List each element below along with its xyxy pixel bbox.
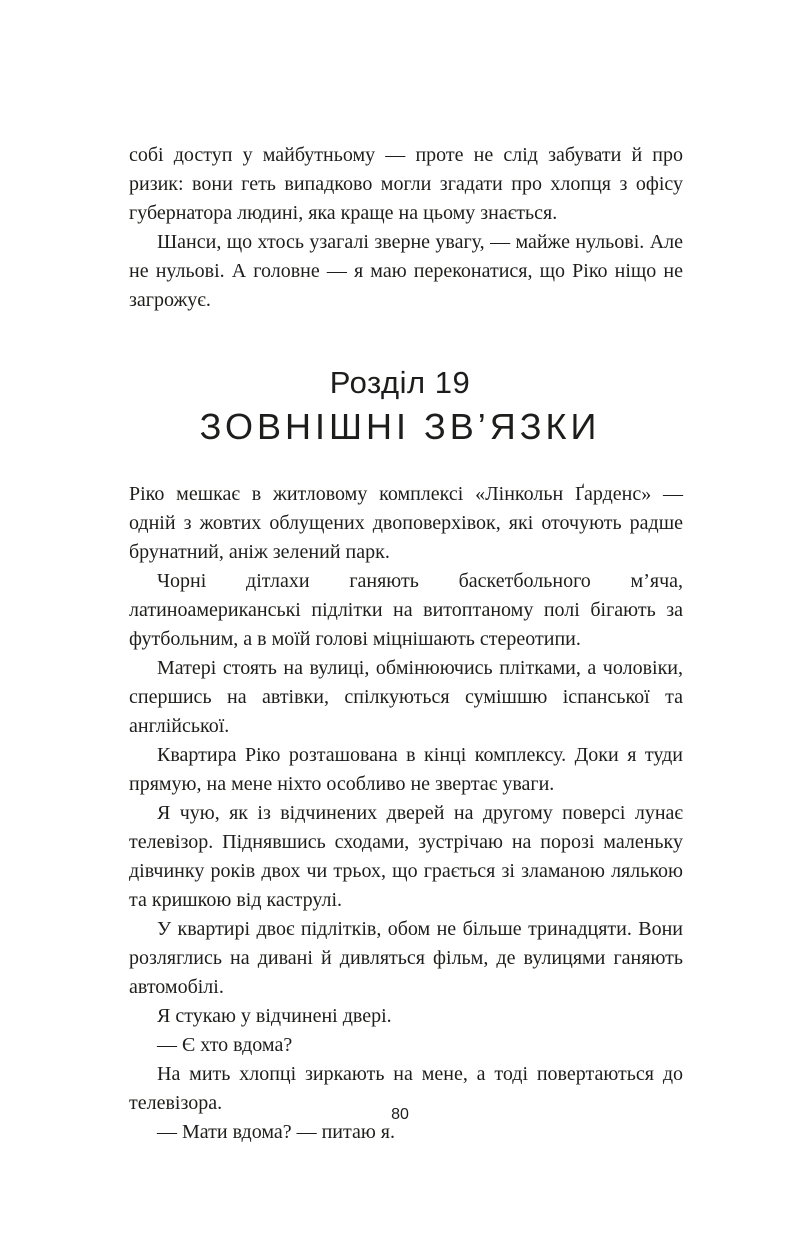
paragraph: У квартирі двоє підлітків, обом не більше тринадцяти. Вони розляглись на дивані й дивляться фільм, де вулицями ганяють автомобілі. bbox=[129, 918, 683, 998]
chapter-number: Розділ 19 bbox=[329, 365, 471, 400]
paragraph: Ріко мешкає в житловому комплексі «Лінкольн Ґарденс» — одній з жовтих облущених двоповерхівок, які оточують радше брунатний, аніж зелений парк. bbox=[129, 483, 683, 563]
paragraph: Я чую, як із відчинених дверей на другому поверсі лунає телевізор. Піднявшись сходами, зустрічаю на порозі маленьку дівчинку років двох чи трьох, що грається зі зламаною лялькою та кришкою від каструлі. bbox=[129, 802, 683, 911]
paragraph: На мить хлопці зиркають на мене, а тоді повертаються до телевізора. bbox=[129, 1063, 683, 1114]
paragraph: Матері стоять на вулиці, обмінюючись плітками, а чоловіки, спершись на автівки, спілкуються сумішшю іспанської та англійської. bbox=[129, 657, 683, 737]
dialogue-line: — Мати вдома? — питаю я. bbox=[157, 1121, 396, 1143]
continued-text bbox=[129, 141, 683, 315]
paragraph: собі доступ у майбутньому — проте не слід забувати й про ризик: вони геть випадково могли згадати про хлопця з офісу губернатора людині, яка краще на цьому знається. bbox=[129, 144, 683, 224]
paragraph: Шанси, що хтось узагалі зверне увагу, — майже нульові. Але не нульові. А головне — я маю переконатися, що Ріко ніщо не загрожує. bbox=[129, 231, 683, 311]
chapter-text bbox=[129, 480, 683, 1147]
chapter-title: ЗОВНІШНІ ЗВ’ЯЗКИ bbox=[199, 406, 601, 447]
paragraph: Я стукаю у відчинені двері. bbox=[157, 1005, 392, 1027]
paragraph: Квартира Ріко розташована в кінці комплексу. Доки я туди прямую, на мене ніхто особливо не звертає уваги. bbox=[129, 744, 683, 795]
dialogue-line: — Є хто вдома? bbox=[157, 1034, 293, 1056]
paragraph: Чорні дітлахи ганяють баскетбольного м’яча, латиноамериканські підлітки на витоптаному полі бігають за футбольним, а в моїй голові міцнішають стереотипи. bbox=[129, 570, 683, 650]
page-number: 80 bbox=[391, 1106, 409, 1123]
